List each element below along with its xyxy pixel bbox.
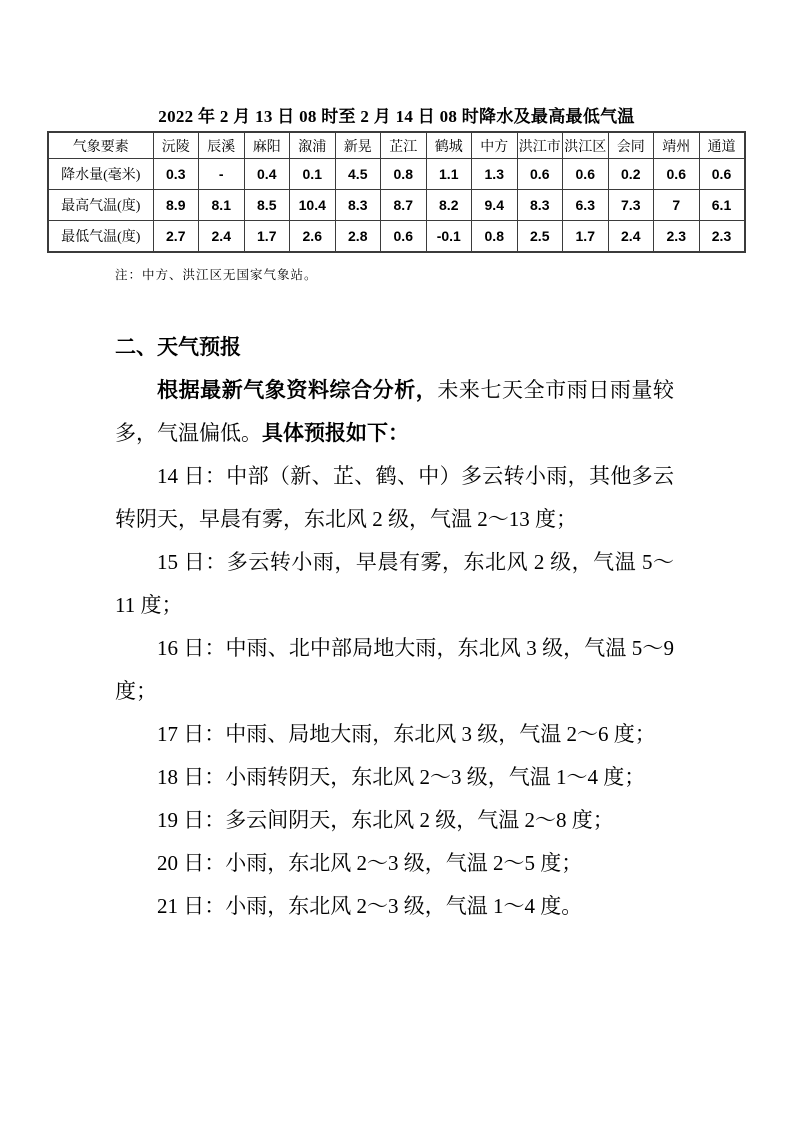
intro-lead-bold: 根据最新气象资料综合分析， — [157, 378, 438, 402]
table-row-precipitation — [48, 159, 745, 190]
header-cell-station: 沅陵 — [153, 132, 199, 159]
forecast-item-day17: 17 日：中雨、局地大雨，东北风 3 级，气温 2～6 度； — [157, 722, 656, 746]
data-cell: 1.7 — [244, 221, 290, 253]
forecast-item-day15: 15 日：多云转小雨，早晨有雾，东北风 2 级，气温 5～11 度； — [115, 550, 674, 617]
data-cell: 8.9 — [153, 190, 199, 221]
data-cell: 8.2 — [426, 190, 472, 221]
header-cell-station: 通道 — [699, 132, 745, 159]
data-cell: - — [199, 159, 245, 190]
data-cell: 0.6 — [699, 159, 745, 190]
data-cell: 8.7 — [381, 190, 427, 221]
data-cell: 2.8 — [335, 221, 381, 253]
data-cell: 8.3 — [517, 190, 563, 221]
header-cell-station: 会同 — [608, 132, 654, 159]
data-cell: 4.5 — [335, 159, 381, 190]
data-cell: 0.3 — [153, 159, 199, 190]
data-cell: 7.3 — [608, 190, 654, 221]
table-row-min-temp — [48, 221, 745, 253]
weather-table — [47, 131, 746, 253]
data-cell: 0.8 — [381, 159, 427, 190]
header-cell-station: 中方 — [472, 132, 518, 159]
header-cell-station: 洪江市 — [517, 132, 563, 159]
forecast-item-day14: 14 日：中部（新、芷、鹤、中）多云转小雨，其他多云转阴天，早晨有雾，东北风 2 级，气温 2～13 度； — [115, 464, 674, 531]
header-cell-station: 靖州 — [654, 132, 700, 159]
data-cell: 1.3 — [472, 159, 518, 190]
table-row-max-temp — [48, 190, 745, 221]
header-cell-station: 麻阳 — [244, 132, 290, 159]
header-cell-station: 芷江 — [381, 132, 427, 159]
row-label: 最低气温(度) — [48, 221, 153, 253]
intro-tail-bold: 具体预报如下： — [262, 421, 409, 445]
header-cell-station: 洪江区 — [563, 132, 609, 159]
header-cell-station: 溆浦 — [290, 132, 336, 159]
forecast-section — [115, 326, 674, 928]
table-note: 注：中方、洪江区无国家气象站。 — [115, 268, 318, 282]
section-heading: 二、天气预报 — [115, 335, 241, 359]
document-title: 2022 年 2 月 13 日 08 时至 2 月 14 日 08 时降水及最高最低气温 — [158, 107, 635, 126]
forecast-item-day16: 16 日：中雨、北中部局地大雨，东北风 3 级，气温 5～9 度； — [115, 636, 674, 703]
data-cell: 2.5 — [517, 221, 563, 253]
data-cell: 9.4 — [472, 190, 518, 221]
data-cell: 0.4 — [244, 159, 290, 190]
data-cell: -0.1 — [426, 221, 472, 253]
data-cell: 2.3 — [699, 221, 745, 253]
data-cell: 0.6 — [654, 159, 700, 190]
header-cell-station: 辰溪 — [199, 132, 245, 159]
header-cell-station: 鹤城 — [426, 132, 472, 159]
data-cell: 0.6 — [517, 159, 563, 190]
intro-regular-text: 未来七天全市雨日雨量较多，气温偏低。 — [115, 378, 675, 445]
data-cell: 2.4 — [199, 221, 245, 253]
data-cell: 1.7 — [563, 221, 609, 253]
data-cell: 7 — [654, 190, 700, 221]
forecast-intro-paragraph — [115, 369, 674, 455]
header-cell-station: 新晃 — [335, 132, 381, 159]
data-cell: 2.4 — [608, 221, 654, 253]
data-cell: 1.1 — [426, 159, 472, 190]
data-cell: 2.6 — [290, 221, 336, 253]
header-cell-element: 气象要素 — [48, 132, 153, 159]
data-cell: 2.3 — [654, 221, 700, 253]
data-cell: 8.5 — [244, 190, 290, 221]
data-cell: 0.1 — [290, 159, 336, 190]
forecast-item-day21: 21 日：小雨，东北风 2～3 级，气温 1～4 度。 — [157, 894, 583, 918]
forecast-item-day19: 19 日：多云间阴天，东北风 2 级，气温 2～8 度； — [157, 808, 614, 832]
row-label: 降水量(毫米) — [48, 159, 153, 190]
data-cell: 0.6 — [381, 221, 427, 253]
data-cell: 8.1 — [199, 190, 245, 221]
data-cell: 6.1 — [699, 190, 745, 221]
data-cell: 6.3 — [563, 190, 609, 221]
data-cell: 0.2 — [608, 159, 654, 190]
data-cell: 8.3 — [335, 190, 381, 221]
forecast-item-day20: 20 日：小雨，东北风 2～3 级，气温 2～5 度； — [157, 851, 583, 875]
data-cell: 2.7 — [153, 221, 199, 253]
table-header-row — [48, 132, 745, 159]
data-cell: 0.8 — [472, 221, 518, 253]
data-cell: 0.6 — [563, 159, 609, 190]
data-cell: 10.4 — [290, 190, 336, 221]
row-label: 最高气温(度) — [48, 190, 153, 221]
forecast-item-day18: 18 日：小雨转阴天，东北风 2～3 级，气温 1～4 度； — [157, 765, 646, 789]
